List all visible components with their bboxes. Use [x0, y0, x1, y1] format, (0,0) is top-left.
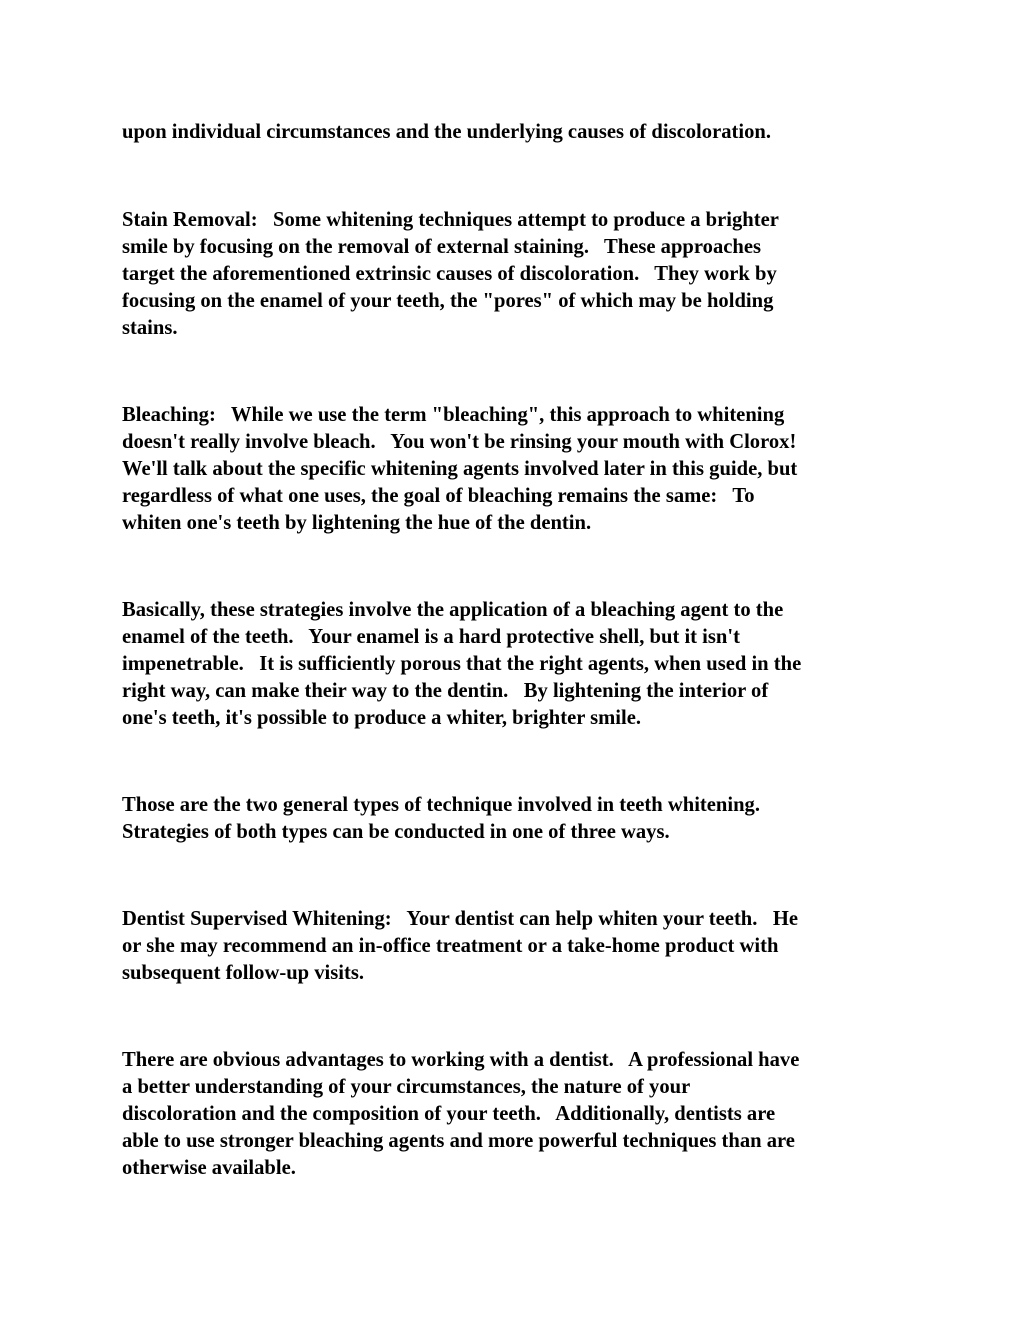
paragraph-bleaching: Bleaching: While we use the term "bleaching", this approach to whitening doesn't really involve bleach. You won't be rinsing your mouth with Clorox! We'll talk about the specific whitening agents involved later in this guide, but regardless of what one uses, the goal of bleaching remains the same: To whiten one's teeth by lightening the hue of the dentin.: [122, 404, 798, 534]
paragraph-dentist-supervised: Dentist Supervised Whitening: Your dentist can help whiten your teeth. He or she may recommend an in-office treatment or a take-home product with subsequent follow-up visits.: [122, 908, 799, 984]
paragraph-bleaching-agents: Basically, these strategies involve the application of a bleaching agent to the enamel of the teeth. Your enamel is a hard protective shell, but it isn't impenetrable. It is sufficiently porous that the right agents, when used in the right way, can make their way to the dentin. By lightening the interior of one's teeth, it's possible to produce a whiter, brighter smile.: [122, 599, 802, 729]
paragraph-discoloration-causes: upon individual circumstances and the underlying causes of discoloration.: [122, 121, 771, 143]
paragraph-stain-removal: Stain Removal: Some whitening techniques attempt to produce a brighter smile by focusing on the removal of external staining. These approaches target the aforementioned extrinsic causes of discoloration. They work by focusing on the enamel of your teeth, the "pores" of which may be holding stains.: [122, 209, 779, 339]
paragraph-dentist-advantages: There are obvious advantages to working with a dentist. A professional have a better understanding of your circumstances, the nature of your discoloration and the composition of your teeth. Additionally, dentists are able to use stronger bleaching agents and more powerful techniques than are otherwise available.: [122, 1049, 800, 1179]
paragraph-technique-types: Those are the two general types of technique involved in teeth whitening. Strategies of both types can be conducted in one of three ways.: [122, 794, 761, 843]
